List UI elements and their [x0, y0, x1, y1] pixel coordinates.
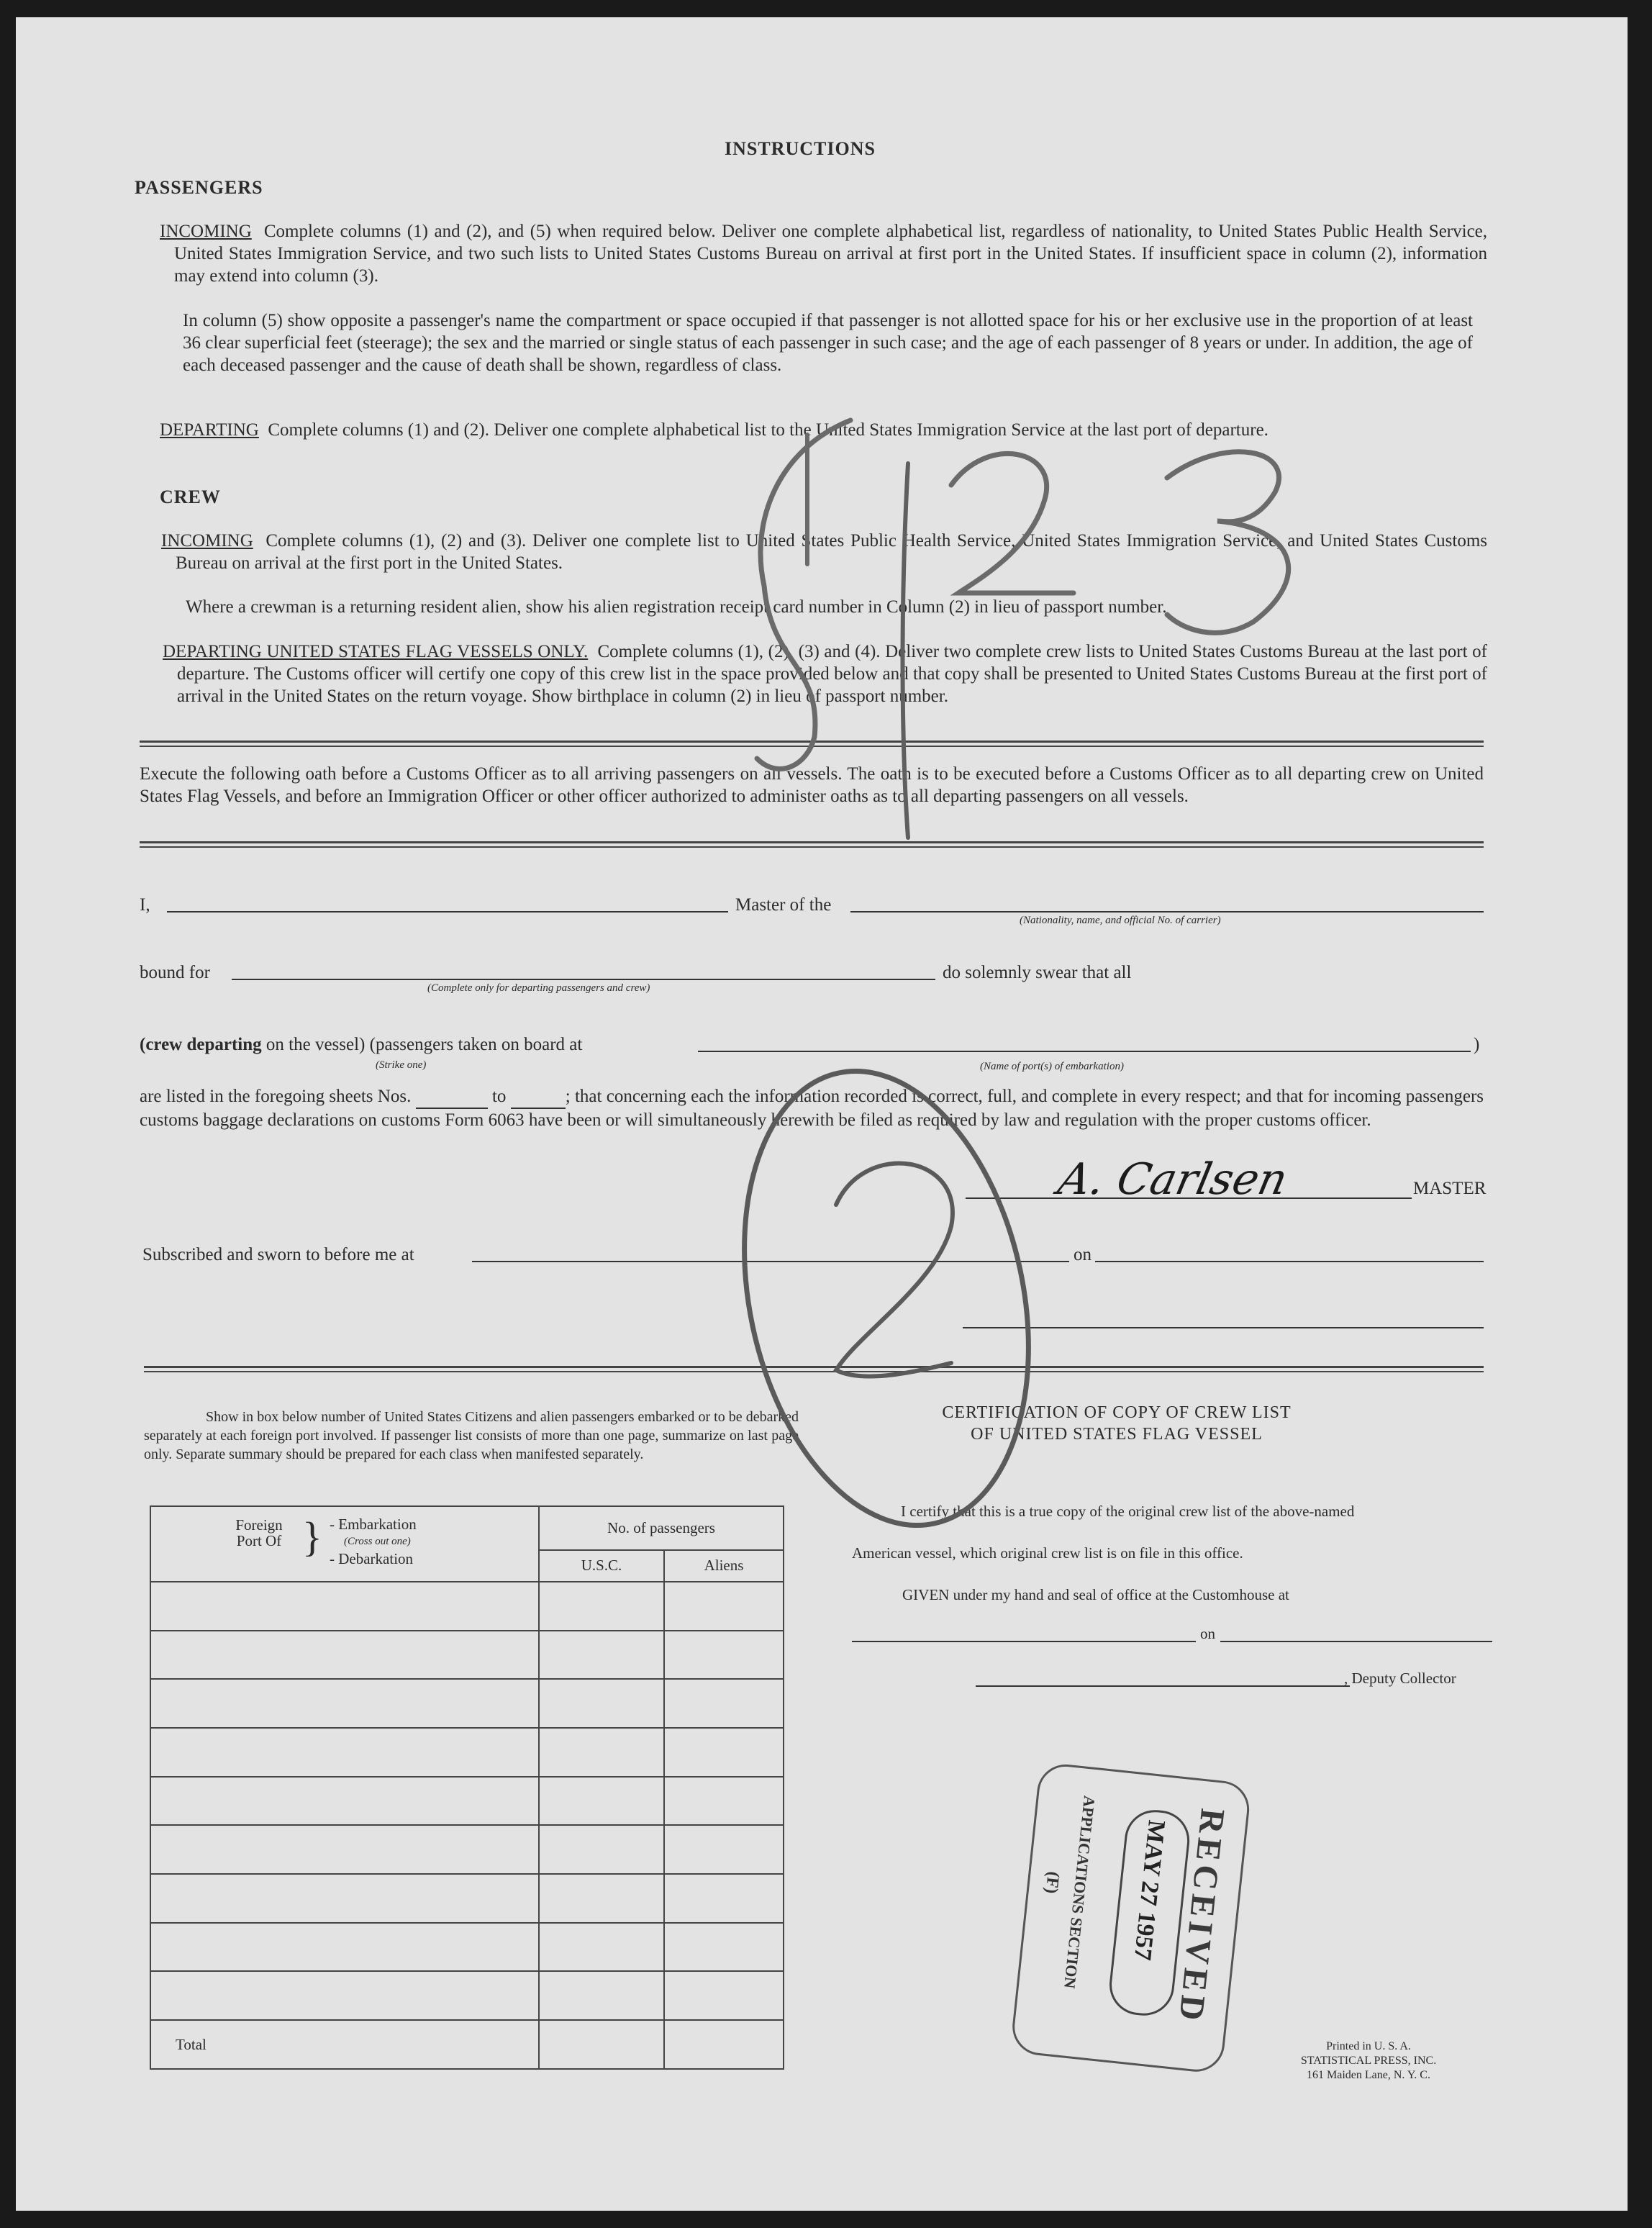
- printer-line-1: Printed in U. S. A.: [1326, 2040, 1411, 2052]
- crew-departing-label: (crew departing: [140, 1035, 262, 1054]
- swear-label: do solemnly swear that all: [943, 963, 1132, 982]
- subscribed-label: Subscribed and sworn to before me at: [142, 1245, 414, 1264]
- on-vessel-label: on the vessel) (passengers taken on board at: [266, 1035, 583, 1054]
- given-line: GIVEN under my hand and seal of office at the Customhouse at: [902, 1586, 1289, 1603]
- crew-incoming-text: Complete columns (1), (2) and (3). Deliver one complete list to United States Public Health Service, United States Immigration Service, and United States Customs Bureau on arrival at the first port in the United States.: [176, 531, 1487, 573]
- certification-title-1: CERTIFICATION OF COPY OF CREW LIST: [942, 1403, 1292, 1422]
- deputy-collector-label: , Deputy Collector: [1344, 1670, 1456, 1687]
- oath-i-label: I,: [140, 895, 150, 915]
- printer-line-3: 161 Maiden Lane, N. Y. C.: [1307, 2069, 1430, 2081]
- listed-b: ; that concerning each the information recorded is correct, full, and complete in every respect; and that for incoming passengers customs baggage declarations on customs Form 6063 have been or will simultaneously herewith be filed as required by law and regulation with the proper customs officer.: [140, 1087, 1484, 1130]
- instructions-title: INSTRUCTIONS: [725, 138, 876, 159]
- pencil-stroke: [951, 453, 1074, 593]
- incoming-label: INCOMING: [160, 222, 252, 241]
- pencil-stroke: [836, 1164, 953, 1377]
- incoming-text: Complete columns (1) and (2), and (5) when required below. Deliver one complete alphabetical list, regardless of nationality, to United States Public Health Service, United States Immigration Service, and two such lists to United States Customs Bureau on arrival at first port in the United States. If insufficient space in column (2), information may extend into column (3).: [174, 222, 1488, 286]
- certification-title-2: OF UNITED STATES FLAG VESSEL: [971, 1425, 1263, 1444]
- cross-out-label: (Cross out one): [344, 1536, 411, 1547]
- passengers-heading: PASSENGERS: [135, 177, 263, 198]
- bound-for-label: bound for: [140, 963, 210, 982]
- certify-line-1: I certify that this is a true copy of the original crew list of the above-named: [901, 1503, 1355, 1520]
- debarkation-label: - Debarkation: [330, 1550, 414, 1567]
- total-label: Total: [150, 2020, 539, 2069]
- no-passengers-header: No. of passengers: [539, 1506, 784, 1550]
- summary-note: Show in box below number of United States Citizens and alien passengers embarked or to be debarked separately at each foreign port involved. If passenger list consists of more than one page, summarize on last page only. Separate summary should be prepared for each class when manifested separately.: [144, 1409, 799, 1462]
- stamp-received: RECEIVED: [1171, 1806, 1233, 2027]
- pencil-stroke: [757, 420, 850, 769]
- flag-vessels-text: Complete columns (1), (2), (3) and (4). Deliver two complete crew lists to United States Customs Bureau at the last port of departure. The Customs officer will certify one copy of this crew list in the space provided below and that copy shall be presented to United States Customs Bureau at the first port of arrival in the United States on the return voyage. Show birthplace in column (2) in lieu of passport number.: [177, 642, 1487, 706]
- foreign-port-of: Foreign Port Of: [235, 1516, 283, 1549]
- master-label: MASTER: [1413, 1179, 1487, 1198]
- bound-caption: (Complete only for departing passengers and crew): [427, 982, 650, 994]
- stamp-section: APPLICATIONS SECTION: [1061, 1795, 1099, 1990]
- close-paren: ): [1474, 1035, 1480, 1054]
- aliens-header: Aliens: [664, 1550, 784, 1582]
- brace-icon: }: [302, 1513, 322, 1560]
- pencil-circle: [705, 1044, 1068, 1552]
- column5-paragraph: In column (5) show opposite a passenger's name the compartment or space occupied if that passenger is not allotted space for his or her exclusive use in the proportion of at least 36 clear superficial feet (steerage); the sex and the married or single status of each passenger in such case; and the age of each passenger of 8 years or under. In addition, the age of each deceased passenger and the cause of death shall be shown, regardless of class.: [183, 311, 1473, 375]
- crew-incoming-label: INCOMING: [161, 531, 253, 551]
- crew-heading: CREW: [160, 486, 221, 507]
- certification-on-label: on: [1200, 1625, 1215, 1642]
- stamp-date: MAY 27 1957: [1128, 1819, 1170, 1962]
- certify-line-2: American vessel, which original crew list is on file in this office.: [852, 1544, 1243, 1562]
- departing-text: Complete columns (1) and (2). Deliver one complete alphabetical list to the United States Immigration Service at the last port of departure.: [268, 420, 1268, 440]
- usc-header: U.S.C.: [539, 1550, 664, 1582]
- sworn-on-label: on: [1074, 1245, 1092, 1264]
- port-caption: (Name of port(s) of embarkation): [980, 1061, 1124, 1072]
- pencil-marks: [16, 17, 1628, 2211]
- embarkation-label: - Embarkation: [330, 1516, 417, 1533]
- strike-caption: (Strike one): [376, 1059, 427, 1071]
- crewman-paragraph: Where a crewman is a returning resident alien, show his alien registration receipt card number in Column (2) in lieu of passport number.: [186, 597, 1167, 617]
- master-signature: A. Carlsen: [1053, 1154, 1292, 1205]
- carrier-caption: (Nationality, name, and official No. of carrier): [1020, 915, 1221, 926]
- listed-to: to: [491, 1087, 507, 1106]
- pencil-stroke: [903, 463, 909, 838]
- printer-line-2: STATISTICAL PRESS, INC.: [1300, 2055, 1437, 2067]
- oath-intro: Execute the following oath before a Customs Officer as to all arriving passengers on all vessels. The oath is to be executed before a Customs Officer as to all departing crew on United States Flag Vessels, and before an Immigration Officer or other officer authorized to administer oaths as to all departing passengers on all vessels.: [140, 764, 1484, 806]
- pencil-stroke: [1167, 452, 1289, 633]
- flag-vessels-label: DEPARTING UNITED STATES FLAG VESSELS ONLY.: [163, 642, 589, 661]
- listed-a: are listed in the foregoing sheets Nos.: [140, 1087, 412, 1106]
- document-page: [16, 17, 1628, 2211]
- stamp-code: (F): [1041, 1870, 1063, 1895]
- master-of-label: Master of the: [735, 895, 832, 915]
- departing-label: DEPARTING: [160, 420, 259, 440]
